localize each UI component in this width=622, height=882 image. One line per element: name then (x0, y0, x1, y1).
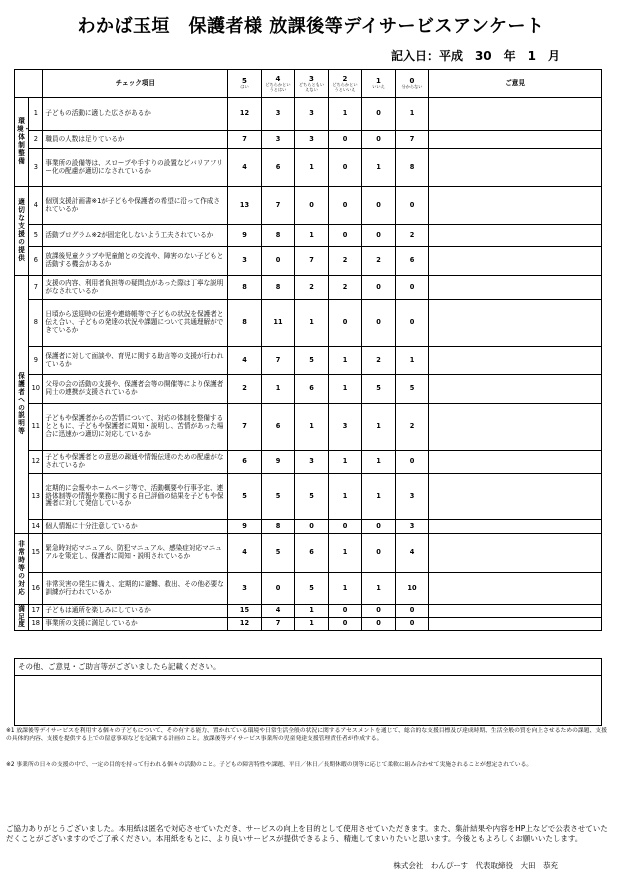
table-row: 12 子どもや保護者との意思の疎通や情報伝達のための配慮がなされているか 6 9 3 1 1 0 (15, 451, 602, 474)
comment-header: ご意見 (429, 70, 602, 98)
group-label: 非常時等の対応 (15, 534, 29, 605)
table-row: 8 日頃から送迎時の伝達や連絡帳等で子どもの状況を保護者と伝え合い、子どもの発達の状況や課題について共通理解ができているか 8 11 1 0 0 0 (15, 300, 602, 347)
comment-cell[interactable] (429, 187, 602, 225)
comment-cell[interactable] (429, 347, 602, 375)
comment-cell[interactable] (429, 300, 602, 347)
footnote-1: ※1 放課後等デイサービスを利用する個々の子どもについて、その有する能力、置かれている環境や日常生活全般の状況に関するアセスメントを通じて、総合的な支援目標及び達成時期、生活全般の質を向上させるための課題、支援の具体的内容、支援を提供する上での留意事項などを記載する計画のこと。放課後等デイサービス事業所の児童発達支援管理責任者が作成する。 (6, 728, 607, 742)
other-comments-box[interactable] (14, 658, 602, 726)
table-header (15, 70, 602, 98)
scale-header: 5 はい (228, 70, 262, 98)
comment-cell[interactable] (429, 618, 602, 631)
scale-header: 0 分からない (395, 70, 429, 98)
table-row: 満足度 17 子どもは通所を楽しみにしているか 15 4 1 0 0 0 (15, 605, 602, 618)
comment-cell[interactable] (429, 131, 602, 149)
table-row: 10 父母の会の活動の支援や、保護者会等の開催等により保護者同士の連携が支援されているか 2 1 6 1 5 5 (15, 375, 602, 404)
check-item-header: チェック項目 (43, 70, 228, 98)
other-comments-label: その他、ご意見・ご助言等がございましたら記載ください。 (15, 659, 601, 676)
comment-cell[interactable] (429, 474, 602, 520)
table-row: 非常時等の対応 15 緊急時対応マニュアル、防犯マニュアル、感染症対応マニュアルを策定し、保護者に周知・説明されているか 4 5 6 1 0 4 (15, 534, 602, 573)
comment-cell[interactable] (429, 520, 602, 534)
table-row: 適切な支援の提供 4 個別支援計画書※1が子どもや保護者の希望に沿って作成されているか 13 7 0 0 0 0 (15, 187, 602, 225)
scale-header: 3 どちらともいえない (295, 70, 329, 98)
page-title: わかば玉垣 保護者様 放課後等デイサービスアンケート (77, 16, 545, 37)
entry-date: 記入日：平成 30 年 1 月 (390, 49, 560, 63)
comment-cell[interactable] (429, 404, 602, 451)
group-label: 保護者への説明等 (15, 276, 29, 534)
comment-cell[interactable] (429, 534, 602, 573)
table-row: 保護者への説明等 7 支援の内容、利用者負担等の疑問点があった際は丁寧な説明がなされているか 8 8 2 2 0 0 (15, 276, 602, 300)
survey-table (14, 69, 602, 631)
scale-header: 2 どちらかというといいえ (328, 70, 362, 98)
comment-cell[interactable] (429, 225, 602, 247)
table-row: 環境・体制整備 1 子どもの活動に適した広さがあるか 12 3 3 1 0 1 (15, 98, 602, 131)
comment-cell[interactable] (429, 605, 602, 618)
closing-message: ご協力ありがとうございました。本用紙は匿名で対応させていただき、サービスの向上を目的として使用させていただきます。また、集計結果や内容をHP上などで公表させていただくことがございますのでご了承ください。本用紙をもとに、より良いサービスが提供できるよう、精進してまいりたいと思います。今後ともよろしくお願いいたします。 (6, 824, 608, 843)
table-row: 16 非常災害の発生に備え、定期的に避難、救出、その他必要な訓練が行われているか 3 0 5 1 1 10 (15, 573, 602, 605)
scale-header: 4 どちらかというとはい (261, 70, 295, 98)
comment-cell[interactable] (429, 573, 602, 605)
table-row: 18 事業所の支援に満足しているか 12 7 1 0 0 0 (15, 618, 602, 631)
comment-cell[interactable] (429, 451, 602, 474)
comment-cell[interactable] (429, 375, 602, 404)
table-row: 9 保護者に対して面談や、育児に関する助言等の支援が行われているか 4 7 5 1 2 1 (15, 347, 602, 375)
footnote-2: ※2 事業所の日々の支援の中で、一定の目的を持って行われる個々の活動のこと。子どもの障害特性や課題、平日／休日／長期休暇の別等に応じて柔軟に組み合わせて実施されることが想定されている。 (6, 762, 533, 768)
comment-cell[interactable] (429, 276, 602, 300)
comment-cell[interactable] (429, 149, 602, 187)
company-signature: 株式会社 わんぴーす 代表取締役 大田 恭充 (393, 861, 558, 870)
table-row: 11 子どもや保護者からの苦情について、対応の体制を整備するとともに、子どもや保護者に周知・説明し、苦情があった場合に迅速かつ適切に対応しているか 7 6 1 3 1 2 (15, 404, 602, 451)
table-row: 2 職員の人数は足りているか 7 3 3 0 0 7 (15, 131, 602, 149)
table-row: 6 放課後児童クラブや児童館との交流や、障害のない子どもと活動する機会があるか 3 0 7 2 2 6 (15, 247, 602, 276)
comment-cell[interactable] (429, 98, 602, 131)
group-label: 適切な支援の提供 (15, 187, 29, 276)
group-label: 環境・体制整備 (15, 98, 29, 187)
group-label: 満足度 (15, 605, 29, 631)
scale-header: 1 いいえ (362, 70, 396, 98)
table-row: 13 定期的に会報やホームページ等で、活動概要や行事予定、連絡体制等の情報や業務に関する自己評価の結果を子どもや保護者に対して発信しているか 5 5 5 1 1 3 (15, 474, 602, 520)
table-row: 14 個人情報に十分注意しているか 9 8 0 0 0 3 (15, 520, 602, 534)
table-row: 5 活動プログラム※2が固定化しないよう工夫されているか 9 8 1 0 0 2 (15, 225, 602, 247)
comment-cell[interactable] (429, 247, 602, 276)
table-row: 3 事業所の設備等は、スロープや手すりの設置などバリアフリー化の配慮が適切になされているか 4 6 1 0 1 8 (15, 149, 602, 187)
